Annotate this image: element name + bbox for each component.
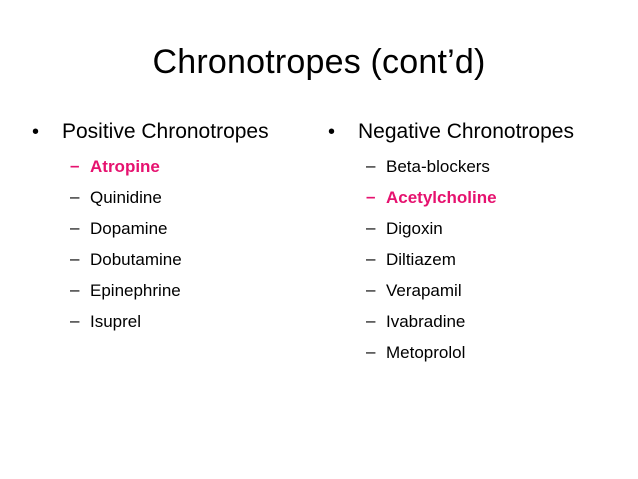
list-item-label: Diltiazem xyxy=(386,250,456,269)
dash-icon: – xyxy=(366,218,376,237)
column-heading xyxy=(30,118,269,146)
heading-text: Negative Chronotropes xyxy=(358,120,574,143)
dash-icon: – xyxy=(70,311,80,330)
dash-icon: – xyxy=(366,249,376,268)
list-item xyxy=(30,151,269,182)
list-item xyxy=(326,306,574,337)
list-item-label: Digoxin xyxy=(386,219,443,238)
list-item xyxy=(326,182,574,213)
list-item-label: Acetylcholine xyxy=(386,188,497,207)
dash-icon: – xyxy=(366,187,376,206)
list-item xyxy=(30,306,269,337)
list-item-label: Atropine xyxy=(90,157,160,176)
positive-chronotropes-column xyxy=(30,118,269,353)
dash-icon: – xyxy=(70,218,80,237)
dash-icon: – xyxy=(366,311,376,330)
list-item xyxy=(326,244,574,275)
bullet-icon: • xyxy=(328,121,336,143)
list-item-label: Epinephrine xyxy=(90,281,181,300)
list-item-label: Dopamine xyxy=(90,219,168,238)
list-item-label: Metoprolol xyxy=(386,343,466,362)
list-item-label: Ivabradine xyxy=(386,312,466,331)
list-item xyxy=(326,275,574,306)
dash-icon: – xyxy=(70,156,80,175)
bullet-icon: • xyxy=(32,121,40,143)
list-item xyxy=(30,182,269,213)
dash-icon: – xyxy=(366,156,376,175)
list-item xyxy=(326,213,574,244)
slide-title: Chronotropes (cont’d) xyxy=(152,43,486,81)
dash-icon: – xyxy=(366,342,376,361)
column-heading xyxy=(326,118,574,146)
list-item xyxy=(30,275,269,306)
negative-chronotropes-list xyxy=(326,151,574,368)
list-item xyxy=(326,151,574,182)
list-item xyxy=(326,337,574,368)
heading-text: Positive Chronotropes xyxy=(62,120,269,143)
dash-icon: – xyxy=(366,280,376,299)
negative-chronotropes-column xyxy=(326,118,574,384)
list-item-label: Dobutamine xyxy=(90,250,182,269)
dash-icon: – xyxy=(70,280,80,299)
dash-icon: – xyxy=(70,187,80,206)
dash-icon: – xyxy=(70,249,80,268)
positive-chronotropes-list xyxy=(30,151,269,337)
list-item-label: Quinidine xyxy=(90,188,162,207)
list-item-label: Beta-blockers xyxy=(386,157,490,176)
list-item-label: Isuprel xyxy=(90,312,142,331)
list-item xyxy=(30,244,269,275)
list-item-label: Verapamil xyxy=(386,281,462,300)
list-item xyxy=(30,213,269,244)
